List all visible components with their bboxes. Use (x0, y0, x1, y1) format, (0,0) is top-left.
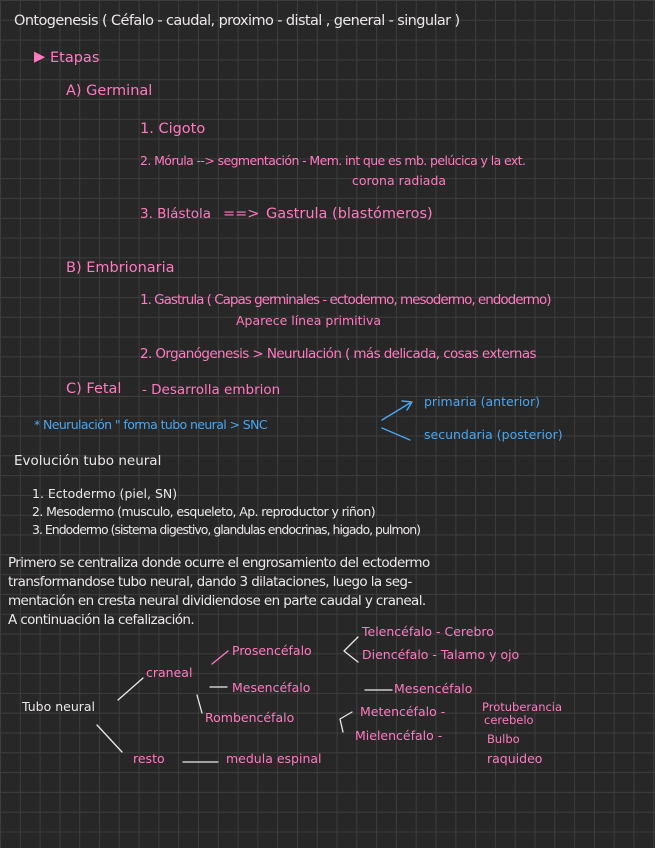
paragraph-line-3: mentación en cresta neural dividiendose en parte caudal y craneal. (8, 593, 426, 609)
germinal-item-2-cont: corona radiada (352, 173, 447, 188)
germinal-item-1: 1. Cigoto (140, 121, 206, 137)
diagram-medula-espinal: medula espinal (226, 751, 322, 766)
diagram-cerebelo: cerebelo (484, 713, 534, 727)
evolucion-item-1: 1. Ectodermo (piel, SN) (32, 486, 178, 501)
embrionaria-item-1: 1. Gastrula ( Capas germinales - ectodermo, mesodermo, endodermo) (140, 292, 551, 308)
diagram-mielencefalo: Mielencéfalo - (355, 728, 443, 743)
neurulacion-secundaria: secundaria (posterior) (424, 427, 563, 442)
paragraph-line-4: A continuación la cefalización. (8, 612, 195, 628)
germinal-item-2: 2. Mórula --> segmentación - Mem. int que es mb. pelúcica y la ext. (140, 153, 526, 168)
fetal-text: - Desarrolla embrion (142, 382, 281, 398)
embrionaria-item-1-cont: Aparece línea primitiva (236, 313, 382, 328)
neurulacion-primaria: primaria (anterior) (424, 394, 540, 409)
etapas-bullet-icon: ▶ (34, 49, 46, 65)
diagram-mesencefalo-result: Mesencéfalo (394, 681, 473, 696)
evolucion-item-3: 3. Endodermo (sistema digestivo, glandulas endocrinas, higado, pulmon) (32, 522, 420, 537)
germinal-item-3-result: Gastrula (blastómeros) (266, 206, 433, 222)
paragraph-line-2: transformandose tubo neural, dando 3 dilataciones, luego la seg- (8, 574, 412, 590)
diagram-telencefalo: Telencéfalo - Cerebro (362, 624, 494, 639)
diagram-raquideo: raquideo (487, 751, 543, 766)
germinal-heading: A) Germinal (66, 83, 153, 99)
diagram-prosencefalo: Prosencéfalo (232, 643, 312, 658)
evolucion-title: Evolución tubo neural (14, 453, 162, 469)
diagram-protuberancia: Protuberancia (482, 700, 563, 714)
neurulacion-text: * Neurulación " forma tubo neural > SNC (34, 417, 267, 432)
diagram-resto: resto (133, 751, 165, 766)
diagram-craneal: craneal (146, 665, 193, 680)
etapas-label: Etapas (50, 50, 100, 66)
diagram-diencefalo: Diencéfalo - Talamo y ojo (362, 647, 520, 662)
embrionaria-item-2: 2. Organógenesis > Neurulación ( más delicada, cosas externas (140, 346, 536, 362)
diagram-metencefalo: Metencéfalo - (360, 704, 446, 719)
diagram-rombencefalo: Rombencéfalo (205, 710, 295, 725)
double-arrow-icon: ==> (223, 206, 260, 222)
evolucion-item-2: 2. Mesodermo (musculo, esqueleto, Ap. reproductor y riñon) (32, 504, 376, 519)
diagram-root-tubo-neural: Tubo neural (22, 699, 96, 714)
paragraph-line-1: Primero se centraliza donde ocurre el engrosamiento del ectodermo (8, 555, 430, 571)
page-title: Ontogenesis ( Céfalo - caudal, proximo - distal , general - singular ) (14, 13, 460, 29)
diagram-mesencefalo: Mesencéfalo (232, 680, 311, 695)
diagram-bulbo: Bulbo (487, 732, 520, 746)
fetal-heading: C) Fetal (66, 381, 122, 397)
embrionaria-heading: B) Embrionaria (66, 260, 175, 276)
germinal-item-3: 3. Blástola (140, 206, 212, 222)
